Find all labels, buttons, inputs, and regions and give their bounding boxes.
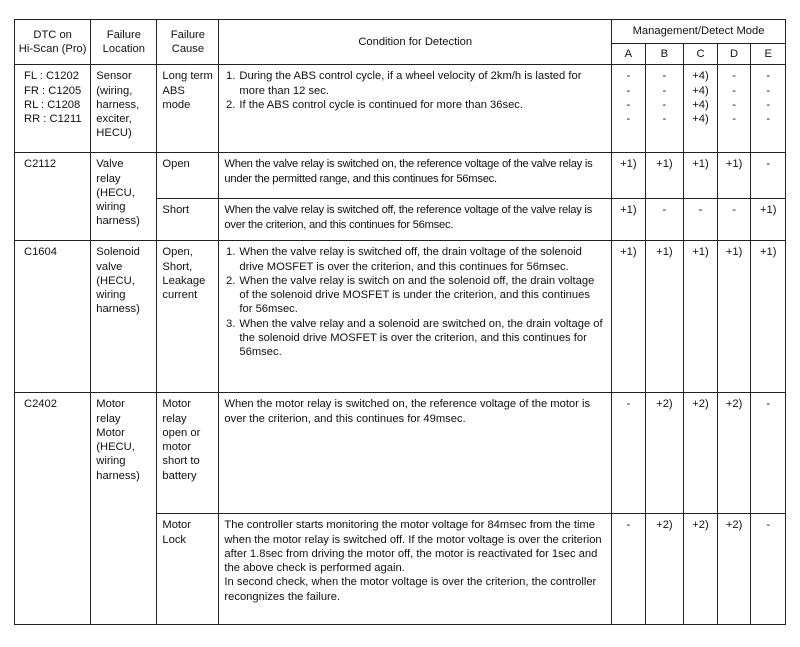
failure-location: Valve relay (HECU, wiring harness): [91, 153, 157, 241]
header-cause: Failure Cause: [157, 20, 219, 65]
failure-cause: Open: [157, 153, 219, 199]
header-mode-e: E: [751, 44, 786, 65]
condition-item: 2. If the ABS control cycle is continued for more than 36sec.: [238, 98, 606, 112]
failure-cause: Motor relay open or motor short to battery: [157, 393, 219, 514]
mode-c-value: +1): [684, 153, 718, 199]
header-dtc: DTC on Hi-Scan (Pro): [15, 20, 91, 65]
table-row: [15, 65, 786, 153]
mode-b-value: +2): [645, 393, 684, 514]
header-location: Failure Location: [91, 20, 157, 65]
condition-item: 1. When the valve relay is switched off, the drain voltage of the solenoid drive MOSFET is over the criterion, and this continues for 56msec.: [238, 245, 606, 274]
mode-c-value: +4) +4) +4) +4): [684, 65, 718, 153]
mode-b-value: -: [645, 199, 684, 241]
mode-e-value: +1): [751, 199, 786, 241]
mode-b-value: +2): [645, 514, 684, 625]
condition-cell: When the motor relay is switched on, the reference voltage of the motor is over the criterion, and this continues for 49msec.: [219, 393, 612, 514]
failure-cause: Long term ABS mode: [157, 65, 219, 153]
header-mode: Management/Detect Mode: [612, 20, 786, 44]
condition-cell: [219, 65, 612, 153]
condition-list: [224, 245, 606, 359]
header-mode-a: A: [612, 44, 646, 65]
mode-c-value: +2): [684, 514, 718, 625]
condition-cell: When the valve relay is switched off, the reference voltage of the valve relay is over the criterion, and this continues for 56msec.: [219, 199, 612, 241]
condition-item: 2. When the valve relay is switch on and the solenoid off, the drain voltage of the solenoid drive MOSFET is under the criterion, and this continues for 56msec.: [238, 274, 606, 317]
mode-b-value: - - - -: [645, 65, 684, 153]
dtc-code: FL : C1202 FR : C1205 RL : C1208 RR : C1211: [15, 65, 91, 153]
condition-list: [224, 69, 606, 112]
dtc-code: C1604: [15, 241, 91, 393]
header-row: [15, 20, 786, 44]
condition-item: 3. When the valve relay and a solenoid are switched on, the drain voltage of the solenoid drive MOSFET is over the criterion, and this continues for 56msec.: [238, 317, 606, 360]
mode-a-value: - - - -: [612, 65, 646, 153]
mode-c-value: +1): [684, 241, 718, 393]
table-row: [15, 393, 786, 514]
header-condition: Condition for Detection: [219, 20, 612, 65]
mode-c-value: -: [684, 199, 718, 241]
header-mode-d: D: [717, 44, 751, 65]
condition-item: 1. During the ABS control cycle, if a wheel velocity of 2km/h is lasted for more than 12 sec.: [238, 69, 606, 98]
condition-cell: [219, 241, 612, 393]
mode-e-value: -: [751, 393, 786, 514]
mode-b-value: +1): [645, 153, 684, 199]
mode-a-value: +1): [612, 153, 646, 199]
mode-d-value: - - - -: [717, 65, 751, 153]
header-mode-b: B: [645, 44, 684, 65]
mode-d-value: +1): [717, 241, 751, 393]
failure-cause: Open, Short, Leakage current: [157, 241, 219, 393]
mode-e-value: -: [751, 153, 786, 199]
failure-location: Solenoid valve (HECU, wiring harness): [91, 241, 157, 393]
mode-d-value: +2): [717, 514, 751, 625]
mode-e-value: -: [751, 514, 786, 625]
mode-d-value: +2): [717, 393, 751, 514]
mode-a-value: -: [612, 393, 646, 514]
mode-d-value: -: [717, 199, 751, 241]
mode-a-value: +1): [612, 199, 646, 241]
mode-e-value: - - - -: [751, 65, 786, 153]
table-row: [15, 153, 786, 199]
mode-d-value: +1): [717, 153, 751, 199]
mode-b-value: +1): [645, 241, 684, 393]
condition-cell: When the valve relay is switched on, the reference voltage of the valve relay is under the permitted range, and this continues for 56msec.: [219, 153, 612, 199]
dtc-code: C2112: [15, 153, 91, 241]
failure-cause: Short: [157, 199, 219, 241]
failure-location: Motor relay Motor (HECU, wiring harness): [91, 393, 157, 625]
condition-cell: The controller starts monitoring the motor voltage for 84msec from the time when the motor relay is switched off. If the motor voltage is over the criterion after 1.8sec from driving the motor off, the motor is reactivated for 1sec and the above check is performed again. In second check, when the motor voltage is over the criterion, the controller recongnizes the failure.: [219, 514, 612, 625]
table-row: [15, 241, 786, 393]
mode-a-value: +1): [612, 241, 646, 393]
failure-cause: Motor Lock: [157, 514, 219, 625]
mode-c-value: +2): [684, 393, 718, 514]
mode-e-value: +1): [751, 241, 786, 393]
dtc-code: C2402: [15, 393, 91, 625]
failure-location: Sensor (wiring, harness, exciter, HECU): [91, 65, 157, 153]
mode-a-value: -: [612, 514, 646, 625]
header-mode-c: C: [684, 44, 718, 65]
dtc-table: [14, 19, 786, 625]
